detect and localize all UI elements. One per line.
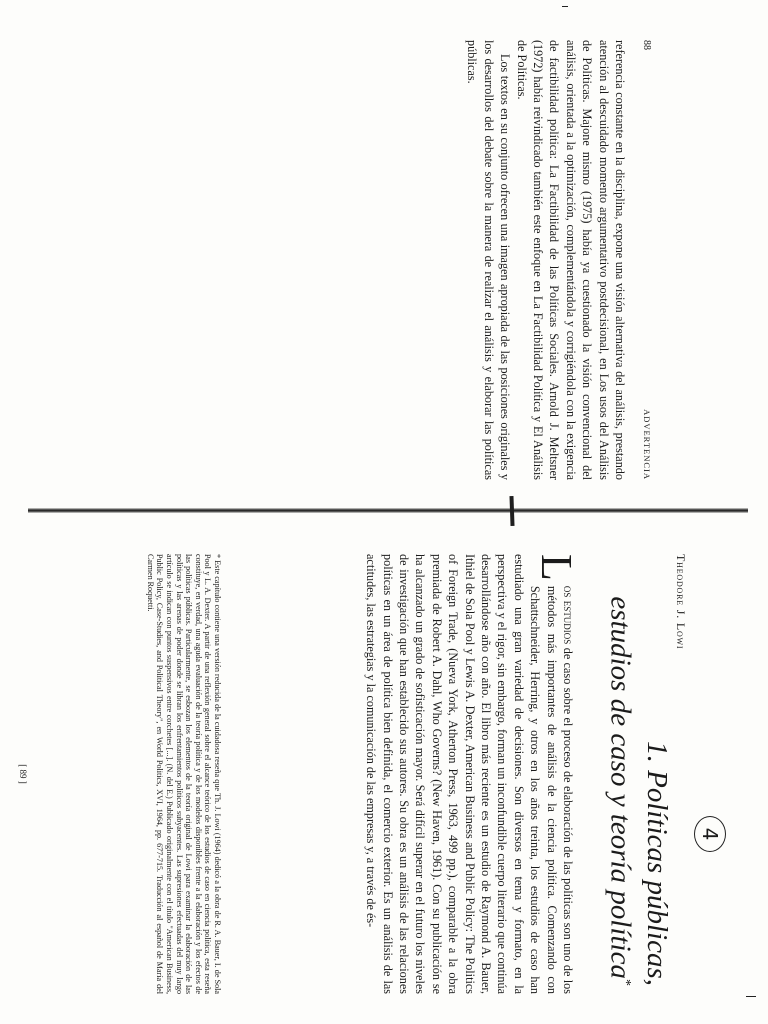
chapter-title-line-1: 1. Políticas públicas,	[641, 741, 673, 986]
left-body-text	[464, 40, 628, 480]
left-page	[0, 40, 768, 480]
chapter-title-line-2	[604, 566, 641, 986]
chapter-title-line-2-text: estudios de caso y teoría política	[604, 596, 637, 979]
right-page-number: [ 89 ]	[18, 764, 28, 784]
opening-paragraph-text: de caso sobre el proceso de elaboración de las políticas son uno de los métodos más importantes de análisis de la ciencia política. Comenzando con Schattschneider, Herring, y otros en los años treinta, los estudios de caso han estudiado una gran variedad de decisiones. Son diversos en tema y formato, en la perspectiva y el rigor, sin embargo, forman un inconfundible cuerpo literario que continúa desarrollándose año con año. El libro más reciente es un estudio de Raymond A. Bauer, Ithiel de Sola Pool y Lewis A. Dexter, American Business and Public Policy: The Politics of Foreign Trade, (Nueva York, Atherton Press, 1963, 499 pp.), comparable a la obra premiada de Robert A. Dahl, Who Governs? (New Haven, 1961). Con su publicación se ha alcanzado un grado de sofisticación mayor. Será difícil superar en el futuro los niveles de investigación que han establecido sus autores. Su obra es un análisis de las relaciones políticas en un área de política bien definida, el comercio exterior. Es un análisis de las actitudes, las estrategias y la comunicación de las empresas y, a través de és-	[364, 554, 575, 994]
opening-paragraph	[363, 554, 581, 994]
chapter-footnote: * Este capítulo contiene una versión reducida de la cuidadosa reseña que Th. J. Lowi (1964) dedicó a la obra de R. A. Bauer, I. de Sola Pool y L. A. Dexter. A partir de una reflexión general sobre el alcance teórico de los estudios de caso en ciencia política, esta reseña constituye, en verdad, una aguda evaluación de la teoría política y de los modelos disponibles frente a la elaboración y los efectos de las políticas públicas. Particularmente, se esbozan los elementos de la teoría original de Lowi para examinar la elaboración de las políticas y las arenas de poder donde se libran los enfrentamientos políticos subyacentes. Las supresiones efectuadas del muy largo artículo se indican con puntos suspensivos entre corchetes [...]. (N. del E.) Publicado originalmente con el título "American Business, Public Policy, Case-Studies, and Political Theory", en World Politics, XVI, 1964, pp. 677-715. Traducción al español de María del Carmen Roquetti.	[145, 554, 222, 994]
chapter-title	[604, 566, 672, 986]
left-paragraph-1: referencia constante en la disciplina, expone una visión alternativa del análisis, prestando atención al descuidado momento argumentativo postdecisional, en Los usos del Análisis de Políticas. Majone mismo (1975) había ya cuestionado la visión convencional del análisis, orientada a la optimización, complementándola y corrigiéndola con la exigencia de factibilidad política: La Factibilidad de las Políticas Sociales. Arnold J. Meltsner (1972) había reivindicado también este enfoque en La Factibilidad Política y El Análisis de Políticas.	[514, 40, 627, 480]
scan-shadow-mark	[509, 496, 514, 526]
chapter-author: Theodore J. Lowi	[674, 554, 688, 650]
lead-in-small-caps: os estudios	[561, 585, 575, 645]
scan-edge-mark	[562, 6, 568, 7]
footnote-marker: *	[618, 979, 633, 986]
left-running-head	[634, 40, 652, 480]
left-running-title: ADVERTENCIA	[642, 409, 652, 480]
drop-cap: L	[532, 554, 581, 581]
scan-edge-mark	[746, 996, 756, 997]
left-page-number: 88	[641, 40, 652, 50]
book-gutter	[28, 508, 748, 513]
left-paragraph-2: Los textos en su conjunto ofrecen una imagen apropiada de las posiciones originales y los desarrollos del debate sobre la manera de realizar el análisis y elaborar las políticas públicas.	[465, 40, 513, 480]
right-page	[0, 554, 768, 994]
chapter-number-circle: 4	[694, 816, 726, 852]
right-body-text	[363, 554, 581, 994]
